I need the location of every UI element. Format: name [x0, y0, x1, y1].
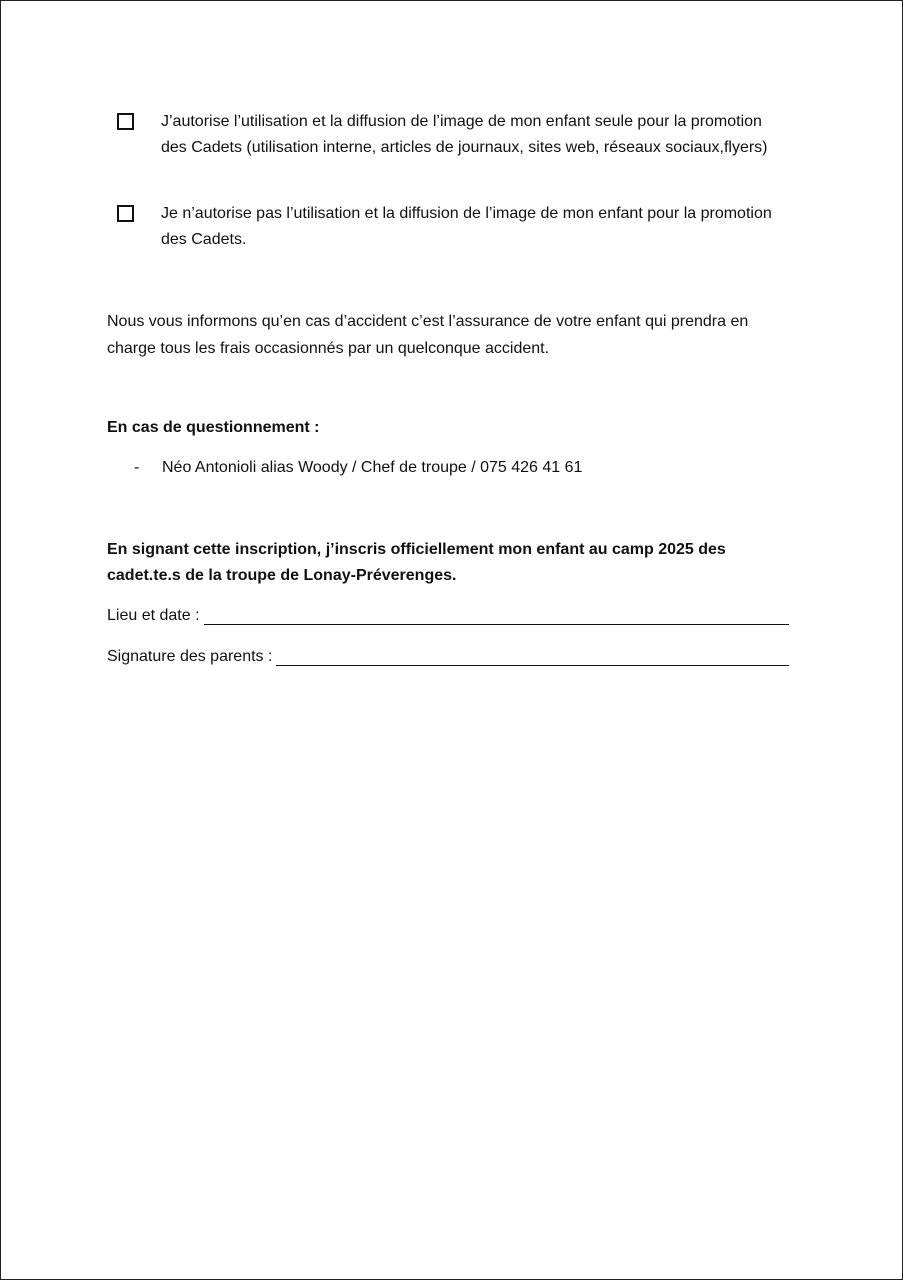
place-date-line[interactable]	[204, 606, 789, 625]
place-date-label: Lieu et date :	[107, 607, 200, 624]
signature-line[interactable]	[276, 647, 789, 666]
insurance-notice: Nous vous informons qu’en cas d’accident c’est l’assurance de votre enfant qui prendra en charge tous les frais occasionnés par un quelconque accident.	[107, 313, 749, 357]
allow-checkbox[interactable]	[117, 113, 134, 130]
contact-heading: En cas de questionnement :	[107, 419, 320, 436]
refuse-option-text: Je n’autorise pas l’utilisation et la diffusion de l’image de mon enfant pour la promotion des Cadets.	[161, 205, 772, 248]
contact-item-text: Néo Antonioli alias Woody / Chef de troupe / 075 426 41 61	[162, 459, 583, 476]
signature-statement: En signant cette inscription, j’inscris officiellement mon enfant au camp 2025 des cadet.te.s de la troupe de Lonay-Préverenges.	[107, 541, 726, 584]
signature-label: Signature des parents :	[107, 648, 273, 665]
allow-option-text: J’autorise l’utilisation et la diffusion de l’image de mon enfant seule pour la promotion des Cadets (utilisation interne, articles de journaux, sites web, réseaux sociaux,flyers)	[161, 113, 768, 156]
place-date-field[interactable]	[107, 604, 789, 628]
signature-field[interactable]	[107, 645, 789, 669]
bullet-dash: -	[134, 459, 140, 476]
refuse-checkbox[interactable]	[117, 205, 134, 222]
